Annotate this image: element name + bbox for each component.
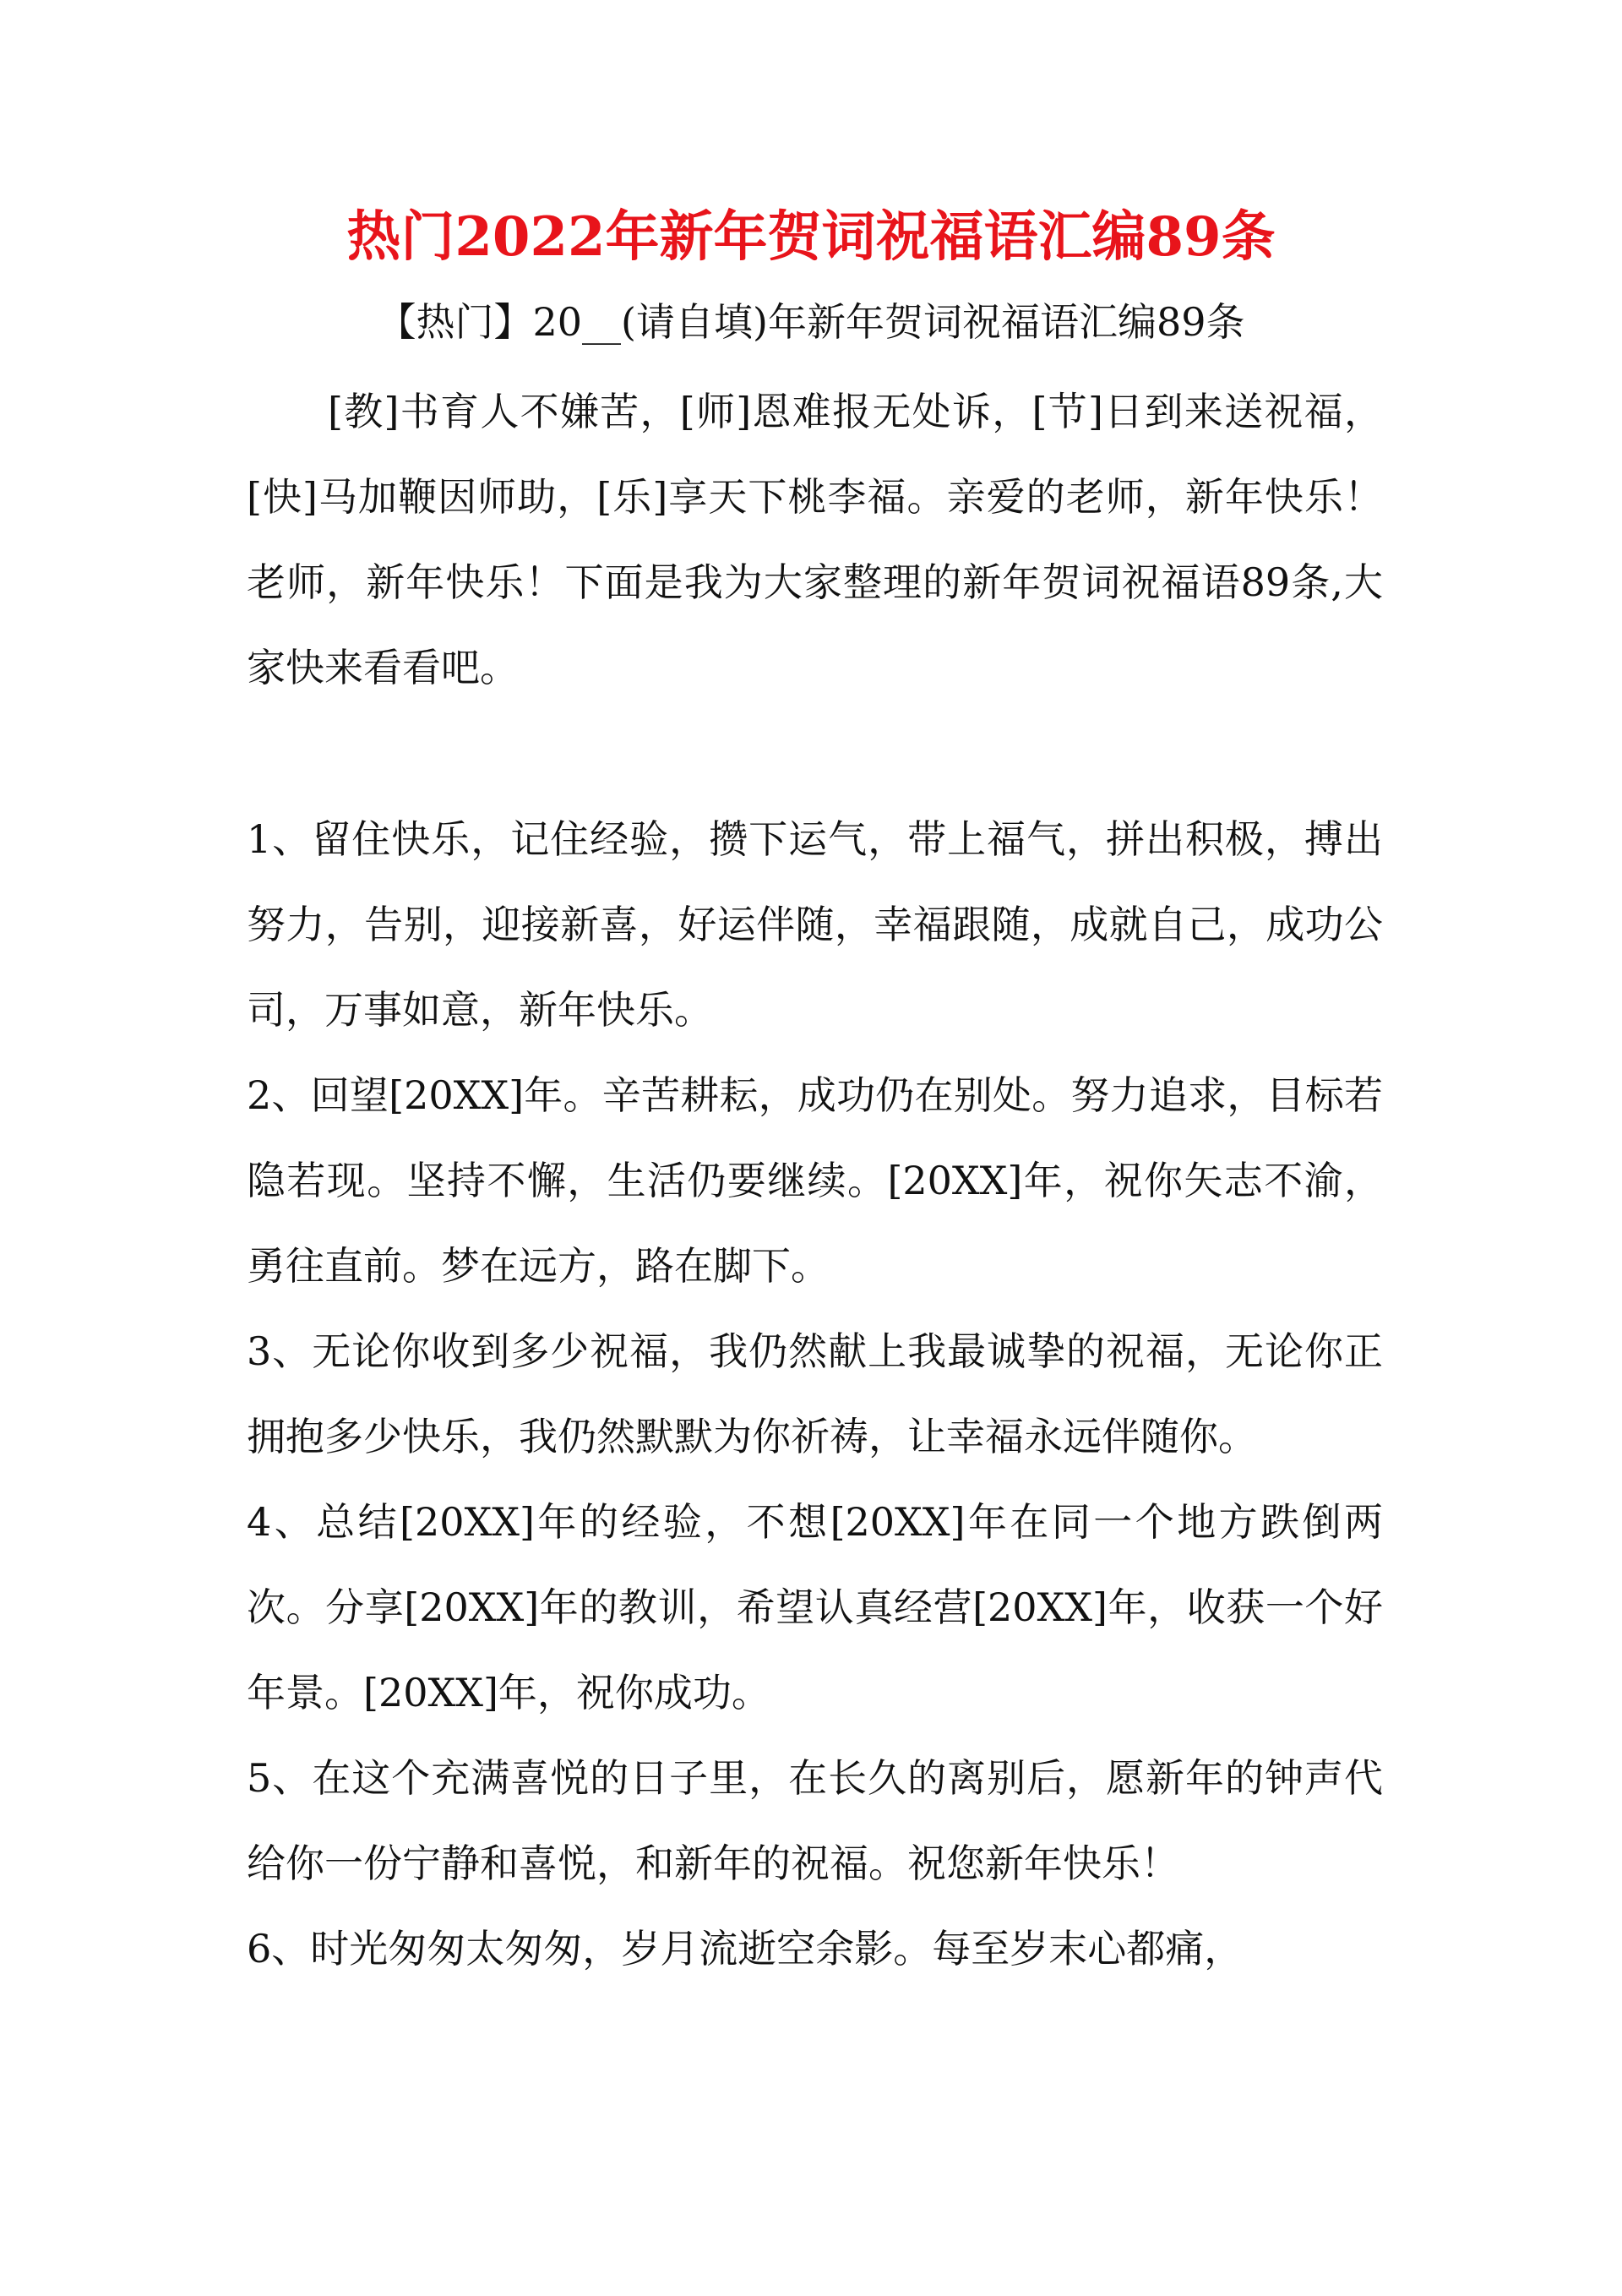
document-title: 热门2022年新年贺词祝福语汇编89条 xyxy=(346,205,1276,269)
list-item: 2、回望[20XX]年。辛苦耕耘，成功仍在别处。努力追求，目标若隐若现。坚持不懈，生活仍要继续。[20XX]年，祝你矢志不渝，勇往直前。梦在远方，路在脚下。 xyxy=(247,1072,1383,1289)
list-item: 6、时光匆匆太匆匆，岁月流逝空余影。每至岁末心都痛， xyxy=(247,1926,1244,1972)
intro-paragraph: [教]书育人不嫌苦，[师]恩难报无处诉，[节]日到来送祝福，[快]马加鞭因师助，[乐]享天下桃李福。亲爱的老师，新年快乐！ 老师，新年快乐！下面是我为大家整理的新年贺词祝福语89条,大家快来看看吧。 xyxy=(247,389,1383,690)
list-item: 1、留住快乐，记住经验，攒下运气，带上福气，拼出积极，搏出努力，告别，迎接新喜，好运伴随，幸福跟随，成就自己，成功公司，万事如意，新年快乐。 xyxy=(247,816,1383,1033)
list-item: 4、总结[20XX]年的经验，不想[20XX]年在同一个地方跌倒两次。分享[20XX]年的教训，希望认真经营[20XX]年，收获一个好年景。[20XX]年，祝你成功。 xyxy=(247,1499,1383,1715)
list-item: 3、无论你收到多少祝福，我仍然献上我最诚挚的祝福，无论你正拥抱多少快乐，我仍然默默为你祈祷，让幸福永远伴随你。 xyxy=(247,1328,1383,1459)
document-subtitle: 【热门】20__(请自填)年新年贺词祝福语汇编89条 xyxy=(377,299,1245,345)
greetings-list xyxy=(247,797,1383,1992)
list-item: 5、在这个充满喜悦的日子里，在长久的离别后，愿新年的钟声代给你一份宁静和喜悦，和新年的祝福。祝您新年快乐！ xyxy=(247,1755,1383,1886)
